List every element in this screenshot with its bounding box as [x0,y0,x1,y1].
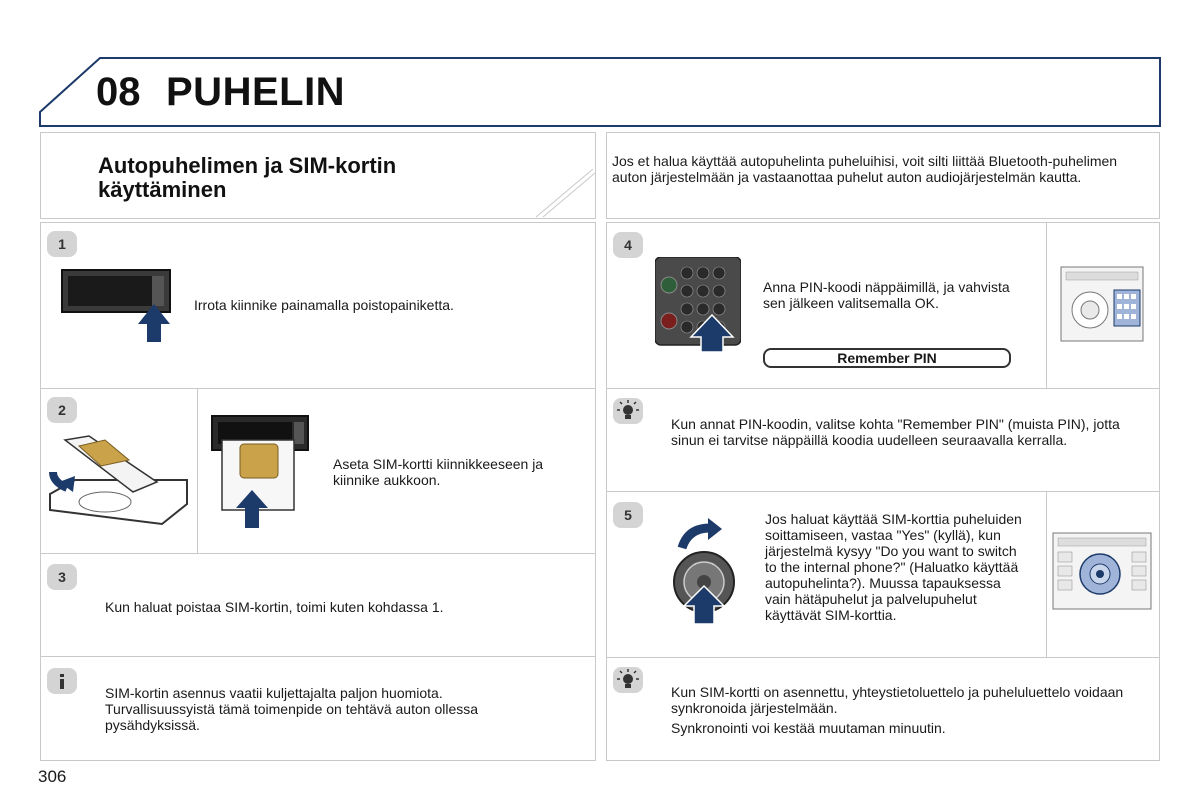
chapter-title: PUHELIN [166,70,346,114]
section-title-line1: Autopuhelimen ja SIM-kortin [98,153,397,178]
info-icon [47,668,77,694]
section-title-line2: käyttäminen [98,177,227,202]
step-3-text: Kun haluat poistaa SIM-kortin, toimi kuten kohdassa 1. [105,599,444,615]
intro-text: Jos et halua käyttää autopuhelinta puheluihisi, voit silti liittää Bluetooth-puhelimen auton järjestelmään ja vastaanottaa puhelut auton audiojärjestelmän kautta. [612,153,1118,185]
sim-slot-eject-illustration [60,268,172,346]
chapter-number: 08 [96,70,141,114]
tip-2-text-2: Synkronointi voi kestää muutaman minuutin. [671,720,946,736]
audio-panel-keypad-illustration [1060,266,1144,342]
phone-keypad-illustration [655,257,741,352]
tip-2-lightbulb-icon [613,667,643,693]
tip-1-text: Kun annat PIN-koodin, valitse kohta "Remember PIN" (muista PIN), jotta sinun ei tarvitse näppäillä koodia uudelleen seuraavalla kerralla. [671,416,1120,448]
sim-card-slot-illustration [210,414,310,530]
corner-decoration [531,133,597,219]
audio-panel-knob-illustration [1052,532,1152,610]
step-4-badge: 4 [613,232,643,258]
remember-pin-button[interactable]: Remember PIN [763,348,1011,368]
step-4-text: Anna PIN-koodi näppäimillä, ja vahvista sen jälkeen valitsemalla OK. [763,279,1010,311]
step-5-badge: 5 [613,502,643,528]
step-2-badge: 2 [47,397,77,423]
rotary-knob-illustration [666,518,742,628]
info-text: SIM-kortin asennus vaatii kuljettajalta paljon huomiota. Turvallisuussyistä tämä toimenpide on tehtävä auton ollessa pysähdyksissä. [105,685,479,733]
step-1-text: Irrota kiinnike painamalla poistopainiketta. [194,297,454,313]
tip-2-text-1: Kun SIM-kortti on asennettu, yhteystietoluettelo ja puheluluettelo voidaan synkronoida järjestelmään. [671,684,1124,716]
step-3-badge: 3 [47,564,77,590]
step-2-text: Aseta SIM-kortti kiinnikkeeseen ja kiinnike aukkoon. [333,456,544,488]
page-number: 306 [38,767,67,786]
step-5-text: Jos haluat käyttää SIM-korttia puheluiden soittamiseen, vastaa "Yes" (kyllä), kun järjestelmä kysyy "Do you want to switch to the internal phone?" (Haluatko käyttää autopuhelinta?). Muussa tapauksessa vain hätäpuhelut ja palvelupuhelut käyttävät SIM-korttia. [765,511,1022,623]
tip-1-lightbulb-icon [613,398,643,424]
step-1-badge: 1 [47,231,77,257]
sim-tray-insert-illustration [45,432,193,532]
